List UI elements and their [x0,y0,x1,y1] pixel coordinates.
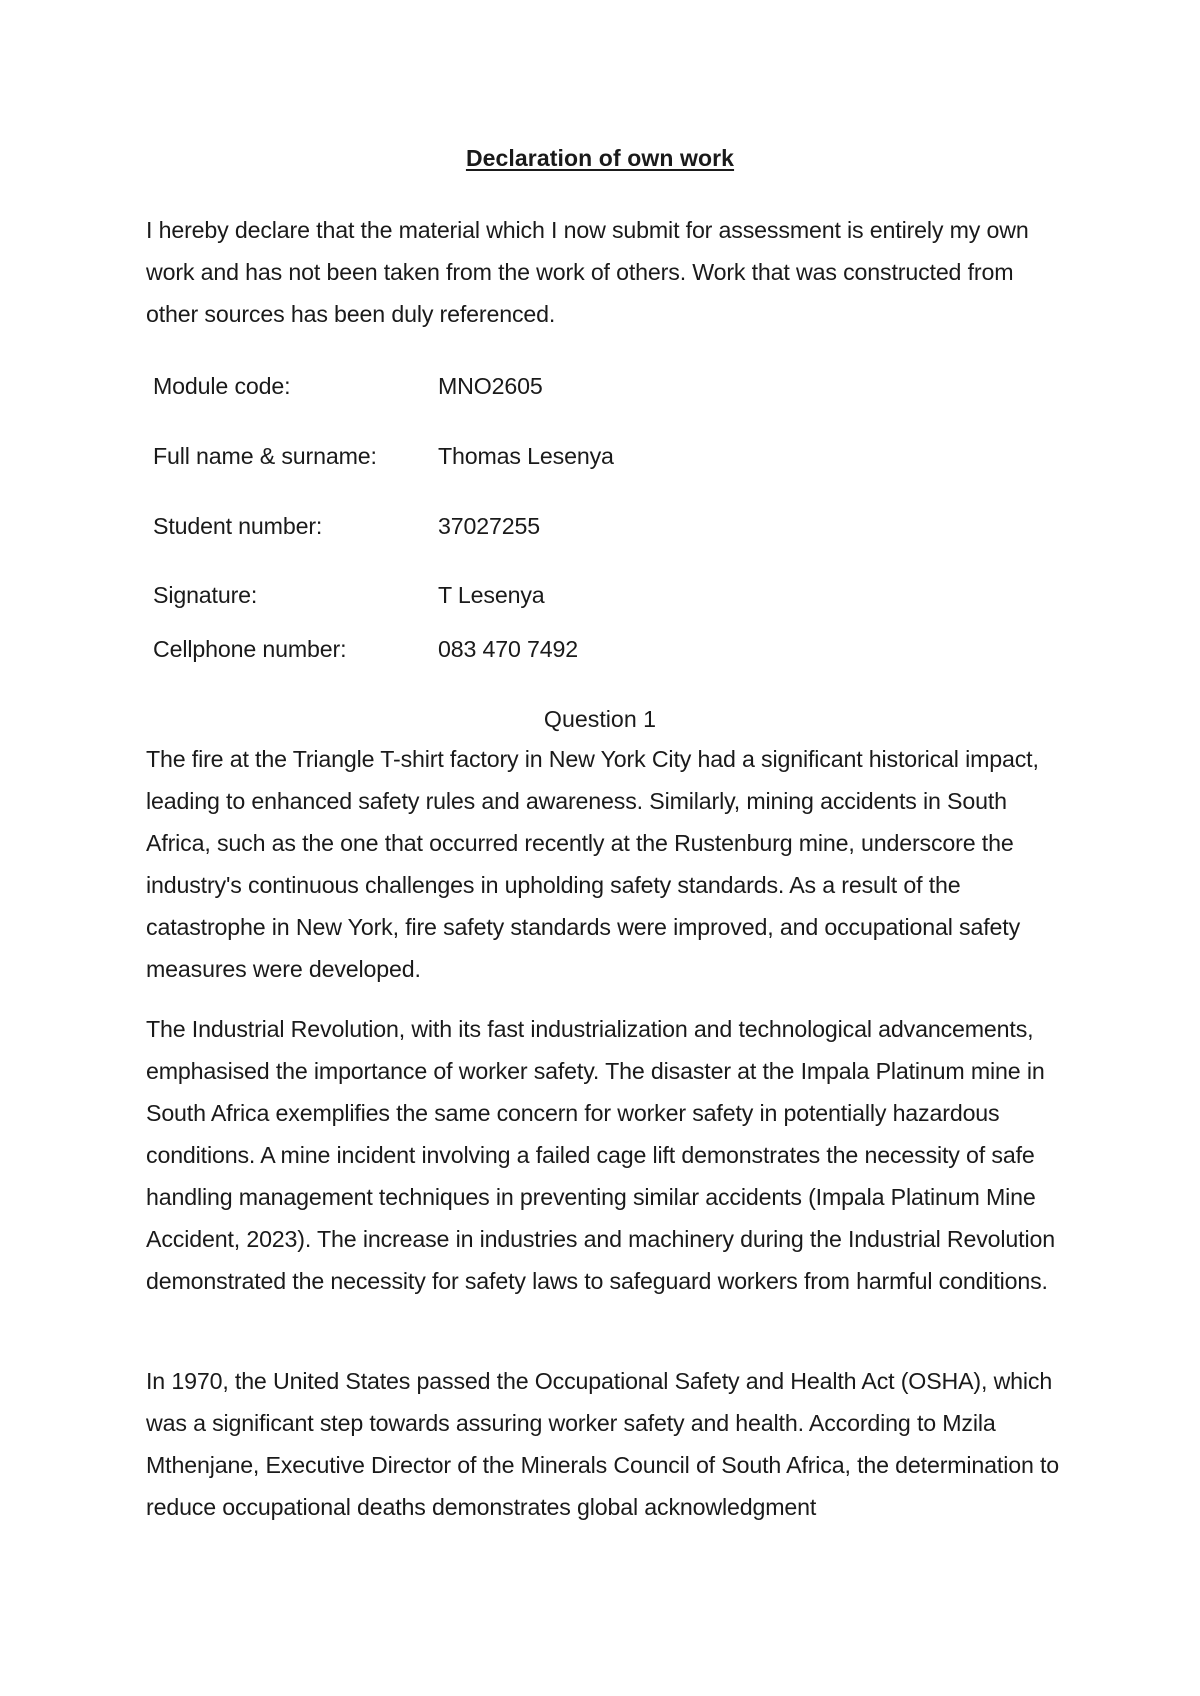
question-paragraph: The Industrial Revolution, with its fast industrialization and technological advancements, emphasised the importance of worker safety. The disaster at the Impala Platinum mine in South Africa exemplifies the same concern for worker safety in potentially hazardous conditions. A mine incident involving a failed cage lift demonstrates the necessity of safe handling management techniques in preventing similar accidents (Impala Platinum Mine Accident, 2023). The increase in industries and machinery during the Industrial Revolution demonstrated the necessity for safety laws to safeguard workers from harmful conditions. [146,1016,1055,1294]
field-label: Full name & surname: [153,443,377,469]
field-value: Thomas Lesenya [438,443,614,469]
question-heading: Question 1 [543,706,657,732]
field-label: Student number: [153,513,323,539]
field-value: 37027255 [438,513,540,539]
field-label: Cellphone number: [153,636,347,662]
field-label: Signature: [153,582,258,608]
declaration-title: Declaration of own work [465,145,735,171]
field-value: MNO2605 [438,373,543,399]
question-paragraph: The fire at the Triangle T-shirt factory in New York City had a significant historical impact, leading to enhanced safety rules and awareness. Similarly, mining accidents in South Africa, such as the one that occurred recently at the Rustenburg mine, underscore the industry's continuous challenges in upholding safety standards. As a result of the catastrophe in New York, fire safety standards were improved, and occupational safety measures were developed. [146,746,1039,982]
field-label: Module code: [153,373,291,399]
field-value: 083 470 7492 [438,636,579,662]
field-value: T Lesenya [438,582,545,608]
question-paragraph: In 1970, the United States passed the Occupational Safety and Health Act (OSHA), which was a significant step towards assuring worker safety and health. According to Mzila Mthenjane, Executive Director of the Minerals Council of South Africa, the determination to reduce occupational deaths demonstrates global acknowledgment [146,1368,1060,1520]
declaration-statement: I hereby declare that the material which I now submit for assessment is entirely my own work and has not been taken from the work of others. Work that was constructed from other sources has been duly referenced. [146,217,1029,327]
